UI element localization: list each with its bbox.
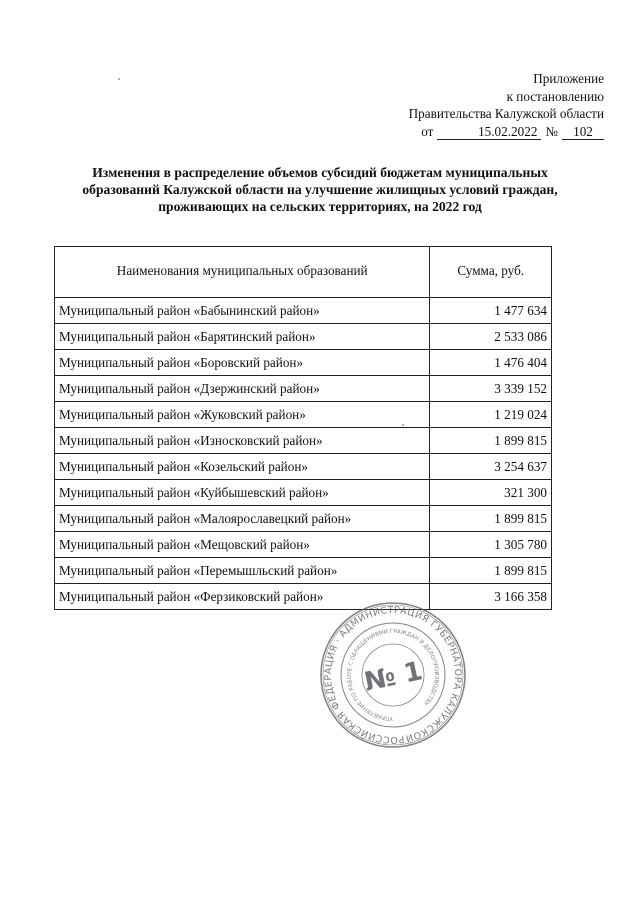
table-body xyxy=(55,298,552,610)
amount: 1 899 815 xyxy=(430,428,552,454)
amount: 3 166 358 xyxy=(430,584,552,610)
municipality-name: Муниципальный район «Ферзиковский район» xyxy=(55,584,430,610)
table-row xyxy=(55,532,552,558)
resolution-date: 15.02.2022 xyxy=(437,124,541,140)
municipality-name: Муниципальный район «Куйбышевский район» xyxy=(55,480,430,506)
municipality-name: Муниципальный район «Мещовский район» xyxy=(55,532,430,558)
seal-outer-text: РОССИЙСКАЯ ФЕДЕРАЦИЯ · АДМИНИСТРАЦИЯ ГУБЕРНАТОРА КАЛУЖСКОЙ xyxy=(322,604,464,746)
seal-number: № 1 xyxy=(361,656,426,698)
appendix-block xyxy=(409,70,604,140)
header-amount: Сумма, руб. xyxy=(430,247,552,298)
amount: 1 305 780 xyxy=(430,532,552,558)
table-row xyxy=(55,584,552,610)
appendix-title: Приложение xyxy=(533,71,604,86)
table-row xyxy=(55,376,552,402)
appendix-ref: к постановлению xyxy=(506,88,604,104)
scan-speck xyxy=(118,78,120,80)
table-row xyxy=(55,350,552,376)
amount: 3 254 637 xyxy=(430,454,552,480)
title-line-1: Изменения в распределение объемов субсидий бюджетам муниципальных xyxy=(92,165,548,180)
table-row xyxy=(55,454,552,480)
table-row xyxy=(55,402,552,428)
municipality-name: Муниципальный район «Перемышльский район» xyxy=(55,558,430,584)
table-row xyxy=(55,298,552,324)
official-seal-stamp xyxy=(318,600,468,750)
municipality-name: Муниципальный район «Барятинский район» xyxy=(55,324,430,350)
municipality-name: Муниципальный район «Бабынинский район» xyxy=(55,298,430,324)
from-label: от xyxy=(421,123,434,139)
municipality-name: Муниципальный район «Дзержинский район» xyxy=(55,376,430,402)
municipality-name: Муниципальный район «Боровский район» xyxy=(55,350,430,376)
header-municipality: Наименования муниципальных образований xyxy=(55,247,430,298)
table-row xyxy=(55,558,552,584)
resolution-number: 102 xyxy=(562,124,604,140)
table-header-row xyxy=(55,247,552,298)
subsidy-table xyxy=(54,246,552,610)
amount: 1 899 815 xyxy=(430,558,552,584)
appendix-authority: Правительства Калужской области xyxy=(408,106,604,121)
number-label: № xyxy=(545,123,558,139)
municipality-name: Муниципальный район «Малоярославецкий район» xyxy=(55,506,430,532)
appendix-date-line xyxy=(421,123,604,141)
amount: 2 533 086 xyxy=(430,324,552,350)
amount: 1 219 024 xyxy=(430,402,552,428)
table-row xyxy=(55,480,552,506)
amount: 1 476 404 xyxy=(430,350,552,376)
scan-speck xyxy=(402,424,404,426)
municipality-name: Муниципальный район «Козельский район» xyxy=(55,454,430,480)
amount: 321 300 xyxy=(430,480,552,506)
title-line-2: образований Калужской области на улучшение жилищных условий граждан, xyxy=(82,182,558,197)
amount: 1 899 815 xyxy=(430,506,552,532)
amount: 3 339 152 xyxy=(430,376,552,402)
table-row xyxy=(55,324,552,350)
municipality-name: Муниципальный район «Жуковский район» xyxy=(55,402,430,428)
title-line-3: проживающих на сельских территориях, на 2022 год xyxy=(158,199,482,214)
seal-inner-text: УПРАВЛЕНИЕ ПО РАБОТЕ С ОБРАЩЕНИЯМИ ГРАЖДАН И ДЕЛОПРОИЗВОДСТВУ xyxy=(346,628,440,722)
amount: 1 477 634 xyxy=(430,298,552,324)
table-row xyxy=(55,506,552,532)
document-title xyxy=(60,164,580,215)
municipality-name: Муниципальный район «Износковский район» xyxy=(55,428,430,454)
table-row xyxy=(55,428,552,454)
